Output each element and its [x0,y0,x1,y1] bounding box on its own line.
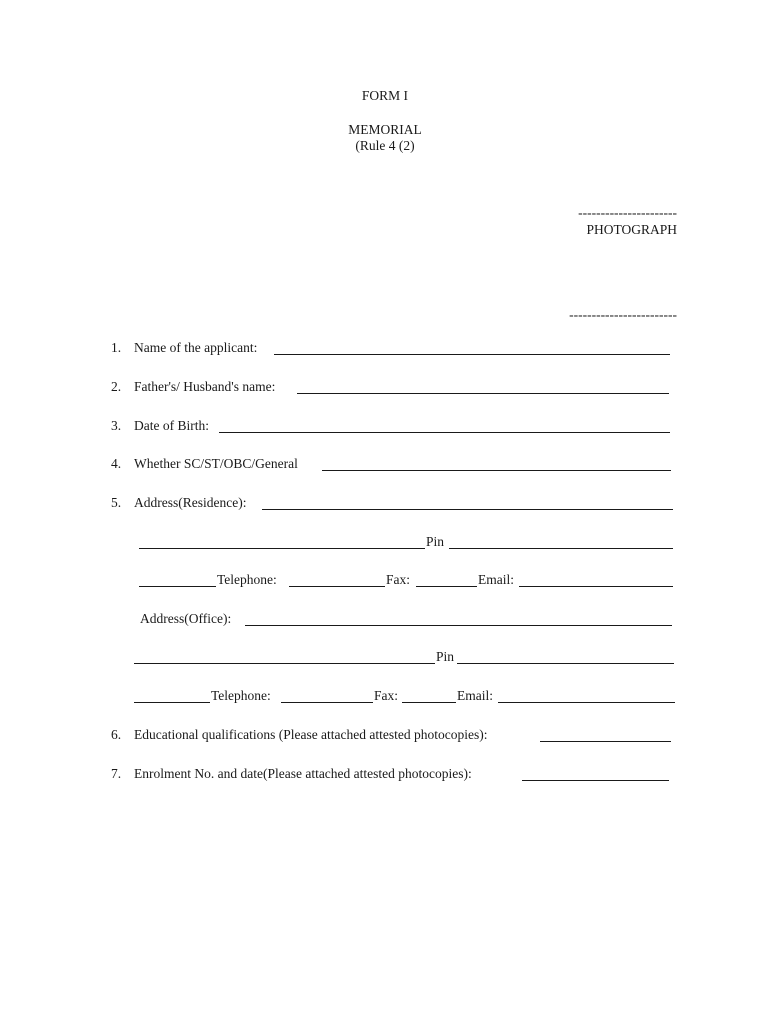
father-husband-name-label: Father's/ Husband's name: [134,379,276,394]
rule-reference: (Rule 4 (2) [355,138,415,153]
residence-address-field[interactable] [262,509,673,510]
photograph-bottom-dashes: ------------------------ [569,307,677,322]
applicant-name-field[interactable] [274,354,670,355]
office-telephone-label: Telephone: [211,688,271,703]
office-email-label: Email: [457,688,493,703]
residence-pin-field[interactable] [449,548,673,549]
item-number-3: 3. [111,418,122,433]
form-number: FORM I [361,88,409,103]
office-email-field[interactable] [498,702,675,703]
photograph-label: PHOTOGRAPH [586,222,677,237]
office-address-label: Address(Office): [140,611,232,626]
office-pin-label: Pin [436,649,455,664]
residence-address-label: Address(Residence): [134,495,247,510]
residence-fax-label: Fax: [386,572,411,587]
educational-qualifications-field[interactable] [540,741,671,742]
enrolment-number-date-label: Enrolment No. and date(Please attached attested photocopies): [134,766,472,781]
applicant-name-label: Name of the applicant: [134,340,258,355]
form-title: MEMORIAL [348,122,422,137]
category-label: Whether SC/ST/OBC/General [134,456,298,471]
item-number-6: 6. [111,727,122,742]
office-address-line-2-field[interactable] [134,663,435,664]
office-fax-field[interactable] [402,702,456,703]
residence-std-code-field[interactable] [139,586,216,587]
residence-telephone-field[interactable] [289,586,385,587]
item-number-5: 5. [111,495,122,510]
residence-email-field[interactable] [519,586,673,587]
item-number-7: 7. [111,766,122,781]
residence-fax-field[interactable] [416,586,477,587]
enrolment-number-date-field[interactable] [522,780,669,781]
residence-pin-label: Pin [426,534,445,549]
residence-telephone-label: Telephone: [217,572,277,587]
office-telephone-field[interactable] [281,702,373,703]
office-pin-field[interactable] [457,663,674,664]
residence-email-label: Email: [478,572,514,587]
date-of-birth-field[interactable] [219,432,670,433]
educational-qualifications-label: Educational qualifications (Please attached attested photocopies): [134,727,488,742]
item-number-4: 4. [111,456,122,471]
office-std-code-field[interactable] [134,702,210,703]
photograph-top-dashes: ---------------------- [578,205,677,220]
father-husband-name-field[interactable] [297,393,669,394]
item-number-1: 1. [111,340,122,355]
office-fax-label: Fax: [374,688,399,703]
residence-address-line-2-field[interactable] [139,548,425,549]
office-address-field[interactable] [245,625,672,626]
category-field[interactable] [322,470,671,471]
item-number-2: 2. [111,379,122,394]
date-of-birth-label: Date of Birth: [134,418,209,433]
